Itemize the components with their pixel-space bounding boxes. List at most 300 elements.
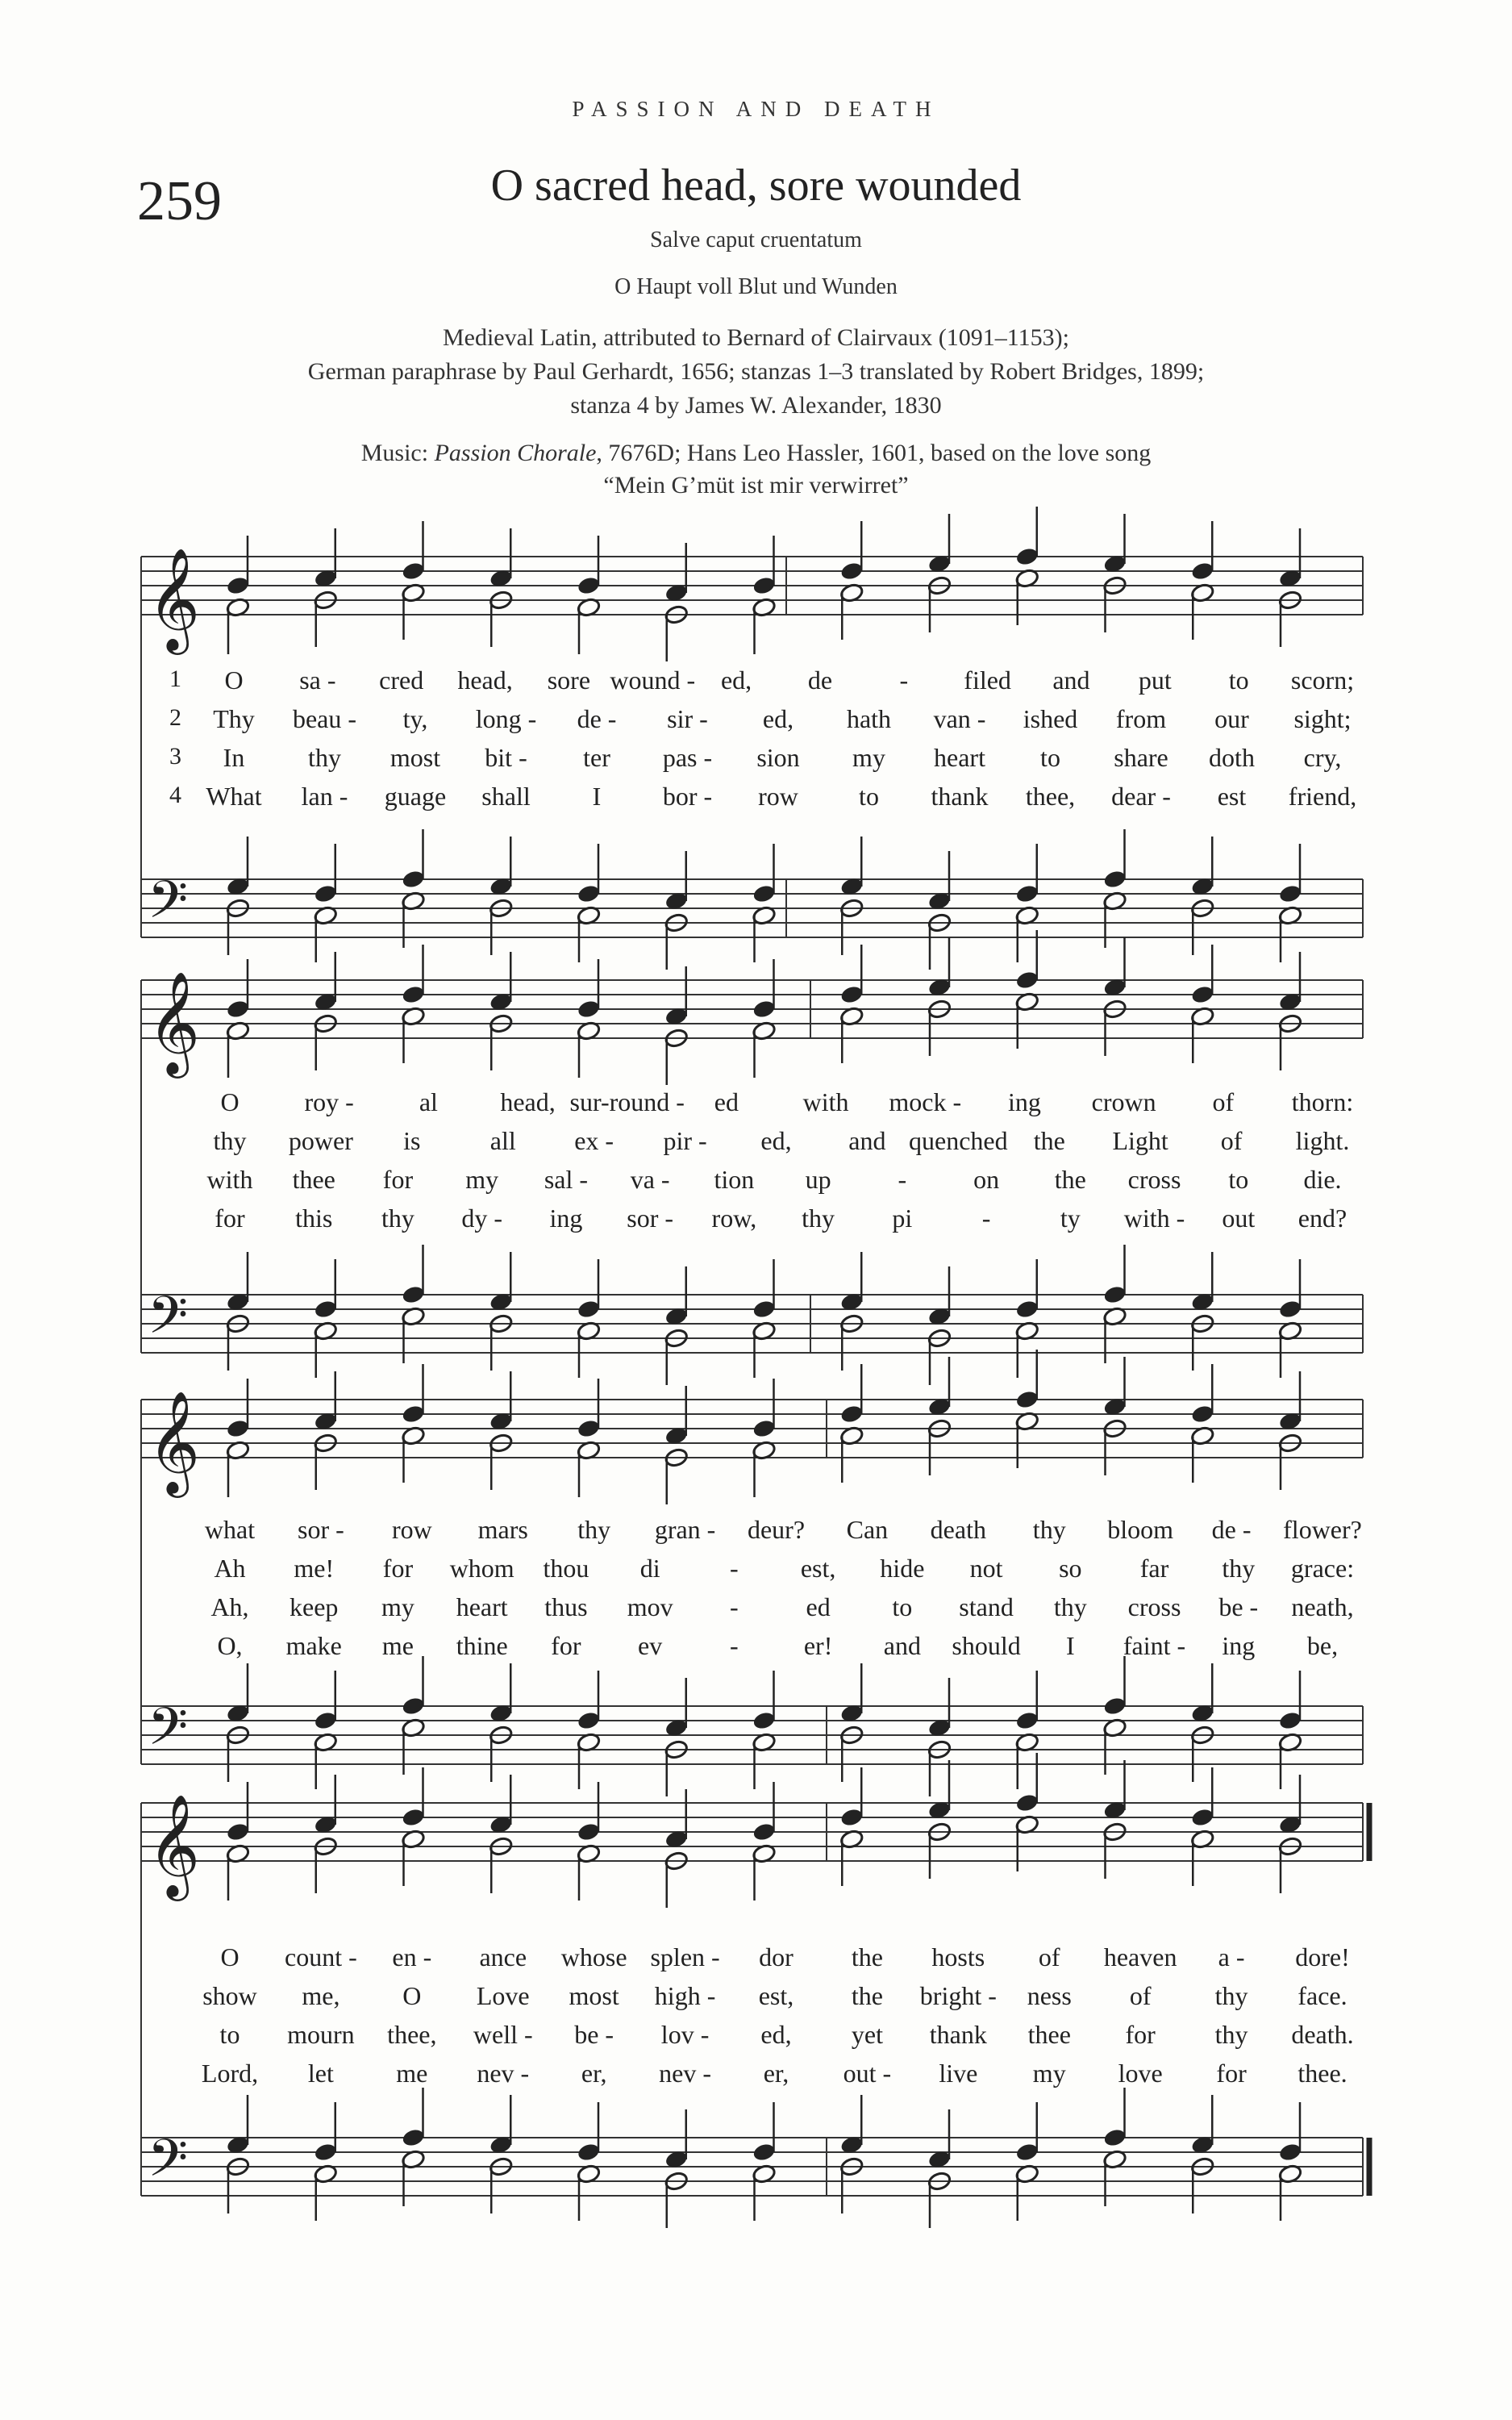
lyric-syllable: thy [1214,2020,1248,2049]
music-source-song: “Mein G’müt ist mir verwirret” [603,472,909,499]
lyric-syllable: yet [851,2020,883,2049]
notehead [1014,546,1039,567]
lyric-line [0,2059,1512,2094]
lyric-syllable: of [1129,1981,1152,2010]
treble-clef-icon: 𝄞 [148,970,201,1074]
notehead [752,1821,777,1842]
lyric-syllable: power [288,1126,353,1155]
lyric-syllable: long - [475,704,537,733]
lyric-syllable: head, [500,1087,556,1116]
notehead [401,1284,426,1305]
notehead [1190,1404,1215,1425]
notehead [401,2127,426,2148]
notehead [577,999,602,1020]
notehead [752,1710,777,1731]
lyric-syllable: ance [479,1942,527,1971]
lyric-syllable: stand [959,1592,1014,1621]
notehead [752,883,777,904]
lyric-syllable: and [1052,666,1090,695]
lyric-syllable: sight; [1293,704,1352,733]
notehead [839,1807,864,1828]
lyric-line [0,1204,1512,1239]
lyric-syllable: ex - [574,1126,614,1155]
lyric-syllable: ed, [760,2020,792,2049]
lyric-syllable: bit - [485,743,527,772]
lyric-syllable: most [569,1981,619,2010]
lyric-line [0,2020,1512,2055]
lyric-line [0,1592,1512,1628]
lyric-syllable: en - [392,1942,432,1971]
notehead [1102,1696,1127,1717]
lyric-syllable: er, [581,2059,607,2088]
lyric-syllable: Ah [214,1554,246,1583]
lyric-syllable: er! [803,1631,833,1660]
lyric-syllable: ter [583,743,610,772]
stanza-number: 2 [169,704,181,731]
lyric-syllable: my [852,743,885,772]
lyric-syllable: lov - [660,2020,710,2049]
lyric-syllable: on [973,1165,1000,1194]
lyric-syllable: van - [933,704,986,733]
lyric-syllable: What [206,782,262,811]
notehead [752,999,777,1020]
lyric-syllable: ished [1023,704,1078,733]
lyric-syllable: filed [964,666,1011,695]
lyric-syllable: thy [577,1515,611,1544]
lyric-syllable: al [419,1087,438,1116]
treble-clef-icon: 𝄞 [148,547,201,650]
lyric-syllable: for [382,1165,414,1194]
lyric-syllable: thy [381,1204,414,1233]
lyric-syllable: mock - [889,1087,962,1116]
notehead [1014,1389,1039,1410]
lyric-syllable: with - [1123,1204,1185,1233]
lyric-syllable: neath, [1291,1592,1354,1621]
lyric-syllable: lan - [301,782,348,811]
lyric-syllable: sir - [667,704,708,733]
lyric-syllable: high - [654,1981,716,2010]
lyric-line [0,1631,1512,1667]
lyric-syllable: thee [292,1165,335,1194]
lyric-syllable: row [758,782,798,811]
lyric-syllable: In [223,743,245,772]
lyric-syllable: well - [473,2020,533,2049]
lyric-syllable: and [848,1126,886,1155]
bass-clef-icon: 𝄢 [148,1697,189,1770]
lyric-syllable: what [204,1515,256,1544]
lyric-syllable: tion [714,1165,755,1194]
lyric-syllable: me! [294,1554,335,1583]
lyric-syllable: thee, [1025,782,1076,811]
notehead [752,1418,777,1439]
lyric-syllable: ing [1222,1631,1256,1660]
lyric-syllable: thine [456,1631,508,1660]
lyric-syllable: count - [285,1942,357,1971]
notehead [839,561,864,582]
notehead [577,2142,602,2163]
lyric-syllable: be - [574,2020,614,2049]
lyric-syllable: for [215,1204,245,1233]
lyric-syllable: to [1040,743,1060,772]
lyric-syllable: this [295,1204,333,1233]
notehead [401,1404,426,1425]
notehead [752,1299,777,1320]
notehead [1014,883,1039,904]
notehead [1014,1710,1039,1731]
lyric-line [0,1942,1512,1978]
notehead [1190,561,1215,582]
lyric-syllable: dy - [461,1204,503,1233]
lyric-syllable: quenched [909,1126,1008,1155]
notehead [1014,2142,1039,2163]
lyric-syllable: my [1032,2059,1066,2088]
notehead [313,883,338,904]
lyric-syllable: sion [756,743,800,772]
lyric-syllable: ev [638,1631,663,1660]
lyric-syllable: is [403,1126,421,1155]
notehead [401,869,426,890]
lyric-syllable: O, [217,1631,243,1660]
lyric-syllable: be - [1218,1592,1259,1621]
lyric-syllable: to [859,782,879,811]
lyric-syllable: thy [1032,1515,1066,1544]
lyric-syllable: a - [1218,1942,1245,1971]
notehead [752,575,777,596]
lyric-syllable: pir - [663,1126,707,1155]
lyric-syllable: make [285,1631,342,1660]
lyric-syllable: with [206,1165,253,1194]
lyric-syllable: Light [1112,1126,1168,1155]
lyric-syllable: nev - [477,2059,530,2088]
lyric-line [0,1981,1512,2017]
lyric-line [0,1165,1512,1200]
lyric-syllable: thy [213,1126,247,1155]
lyric-syllable: mourn [287,2020,355,2049]
notehead [1102,1284,1127,1305]
lyric-syllable: sur-round - [569,1087,685,1116]
lyric-syllable: mov [627,1592,673,1621]
lyric-syllable: cry, [1303,743,1342,772]
lyric-syllable: shall [481,782,531,811]
bass-clef-icon: 𝄢 [148,870,189,943]
lyric-syllable: roy - [304,1087,354,1116]
lyric-syllable: est [1217,782,1247,811]
lyric-syllable: ty [1060,1204,1081,1233]
notehead [226,575,251,596]
lyric-syllable: die. [1303,1165,1342,1194]
lyric-syllable: heart [456,1592,508,1621]
notehead [752,2142,777,2163]
lyric-syllable: ed [714,1087,739,1116]
lyric-syllable: sal - [544,1165,589,1194]
lyric-syllable: Can [846,1515,889,1544]
lyric-syllable: the [851,1981,883,2010]
lyric-syllable: thee, [387,2020,437,2049]
lyric-syllable: to [1228,1165,1249,1194]
notehead [1190,1807,1215,1828]
notehead [1278,1710,1303,1731]
tune-details: , 7676D; Hans Leo Hassler, 1601, based on the love song [596,440,1152,466]
lyric-syllable: bloom [1107,1515,1174,1544]
lyric-syllable: thee [1027,2020,1071,2049]
lyric-syllable: doth [1209,743,1255,772]
lyric-syllable: dor [759,1942,793,1971]
notehead [401,1696,426,1717]
lyric-syllable: thank [931,782,989,811]
text-attribution-line: Medieval Latin, attributed to Bernard of Clairvaux (1091–1153); [442,324,1069,351]
notehead [226,1418,251,1439]
lyric-syllable: and [883,1631,921,1660]
lyric-syllable: out - [843,2059,892,2088]
lyric-syllable: live [939,2059,978,2088]
lyric-syllable: O [220,1087,240,1116]
lyric-syllable: light. [1295,1126,1350,1155]
lyric-syllable: ty, [402,704,428,733]
lyric-syllable: splen - [650,1942,720,1971]
notehead [577,575,602,596]
lyric-syllable: grace: [1290,1554,1355,1583]
lyric-syllable: thy [1214,1981,1248,2010]
bass-clef-icon: 𝄢 [148,2129,189,2201]
lyric-syllable: thy [1053,1592,1087,1621]
lyric-syllable: cred [379,666,424,695]
lyric-syllable: for [1216,2059,1247,2088]
lyric-syllable: to [892,1592,913,1621]
notehead [313,1299,338,1320]
lyric-syllable: ed, [760,1126,792,1155]
lyric-syllable: for [551,1631,581,1660]
lyric-syllable: end? [1297,1204,1347,1233]
lyric-syllable: for [382,1554,414,1583]
notehead [401,984,426,1005]
lyric-syllable: head, [457,666,513,695]
notehead [577,1299,602,1320]
lyric-syllable: - [898,1165,907,1194]
lyric-syllable: er, [763,2059,789,2088]
lyric-syllable: Thy [213,704,255,733]
notehead [577,883,602,904]
notehead [1190,984,1215,1005]
lyric-syllable: O [224,666,244,695]
lyric-syllable: of [1220,1126,1243,1155]
notehead [313,1710,338,1731]
lyric-line [0,1087,1512,1123]
text-attribution-line: stanza 4 by James W. Alexander, 1830 [570,392,942,419]
notehead [839,1404,864,1425]
lyric-syllable: O [220,1942,240,1971]
lyric-syllable: ing [549,1204,583,1233]
hymn-number: 259 [137,170,222,232]
lyric-syllable: friend, [1288,782,1357,811]
lyric-syllable: ed [806,1592,831,1621]
tune-name: Passion Chorale [434,440,597,466]
notehead [1014,1792,1039,1813]
lyric-syllable: ness [1027,1981,1072,2010]
lyric-syllable: faint - [1123,1631,1186,1660]
stanza-number: 1 [169,666,181,692]
lyric-syllable: thy [1222,1554,1256,1583]
lyric-syllable: est, [800,1554,836,1583]
lyric-syllable: of [1212,1087,1235,1116]
lyric-syllable: - [899,666,909,695]
bass-clef-icon: 𝄢 [148,1286,189,1358]
notehead [577,1821,602,1842]
lyric-syllable: hosts [931,1942,985,1971]
lyric-syllable: row, [711,1204,757,1233]
lyric-syllable: bor - [662,782,713,811]
lyric-syllable: Lord, [201,2059,259,2088]
section-title: PASSION AND DEATH [572,97,940,121]
lyric-syllable: keep [289,1592,339,1621]
latin-title: Salve caput cruentatum [650,227,862,252]
lyric-syllable: our [1214,704,1249,733]
notehead [1278,2142,1303,2163]
lyric-syllable: guage [384,782,447,811]
notehead [226,1821,251,1842]
lyric-syllable: whom [449,1554,514,1583]
lyric-syllable: ed, [720,666,752,695]
lyric-syllable: thus [544,1592,588,1621]
lyric-syllable: dore! [1295,1942,1350,1971]
notehead [401,1807,426,1828]
lyric-syllable: de [807,666,833,695]
lyric-syllable: far [1139,1554,1169,1583]
lyric-syllable: sore [547,666,591,695]
lyric-syllable: my [381,1592,414,1621]
lyric-syllable: heaven [1103,1942,1177,1971]
lyric-syllable: de - [1211,1515,1252,1544]
lyric-syllable: my [465,1165,499,1194]
notehead [1014,1299,1039,1320]
notehead [313,2142,338,2163]
lyric-syllable: de - [577,704,617,733]
lyric-syllable: thank [929,2020,987,2049]
lyric-syllable: face. [1297,1981,1347,2010]
lyric-syllable: flower? [1283,1515,1362,1544]
lyric-syllable: the [1033,1126,1065,1155]
lyric-syllable: scorn; [1290,666,1355,695]
treble-clef-icon: 𝄞 [148,1793,201,1896]
lyric-syllable: whose [560,1942,627,1971]
lyric-syllable: cross [1127,1165,1181,1194]
lyric-syllable: the [1054,1165,1086,1194]
notehead [577,1710,602,1731]
lyric-syllable: pas - [662,743,713,772]
lyric-syllable: death [930,1515,986,1544]
lyric-syllable: - [730,1631,739,1660]
lyric-syllable: from [1115,704,1167,733]
lyric-syllable: up [805,1165,831,1194]
lyric-line [0,1554,1512,1589]
lyric-syllable: thy [308,743,341,772]
lyric-syllable: bright - [919,1981,997,2010]
lyric-syllable: crown [1091,1087,1156,1116]
lyric-syllable: sor - [298,1515,344,1544]
lyric-syllable: me [396,2059,428,2088]
notehead [1102,2127,1127,2148]
notehead [226,999,251,1020]
lyric-syllable: hath [846,704,892,733]
text-attribution-line: German paraphrase by Paul Gerhardt, 1656; stanzas 1–3 translated by Robert Bridges, 1899; [307,358,1205,385]
lyric-syllable: - [730,1554,739,1583]
lyric-syllable: be, [1306,1631,1339,1660]
lyric-syllable: O [402,1981,422,2010]
stanza-number: 4 [169,782,181,808]
lyric-syllable: to [1228,666,1249,695]
lyric-line [0,782,1512,817]
lyric-syllable: Ah, [210,1592,249,1621]
lyric-line [0,1515,1512,1550]
notehead [1278,883,1303,904]
lyric-syllable: est, [758,1981,794,2010]
lyric-syllable: cross [1127,1592,1181,1621]
lyric-syllable: thy [802,1204,835,1233]
lyric-syllable: I [1065,1631,1075,1660]
lyric-syllable: for [1125,2020,1156,2049]
lyric-syllable: me [381,1631,414,1660]
lyric-syllable: - [730,1592,739,1621]
lyric-syllable: show [202,1981,257,2010]
lyric-line [0,1126,1512,1162]
lyric-syllable: thee. [1297,2059,1347,2088]
lyric-syllable: pi [892,1204,913,1233]
lyric-syllable: I [592,782,602,811]
lyric-syllable: Love [476,1981,530,2010]
lyric-syllable: deur? [747,1515,806,1544]
hymn-title: O sacred head, sore wounded [490,161,1022,211]
lyric-syllable: va - [630,1165,670,1194]
lyric-syllable: - [981,1204,991,1233]
notehead [1278,1299,1303,1320]
lyric-syllable: the [851,1942,883,1971]
music-label: Music: [360,440,435,466]
notehead [1102,869,1127,890]
lyric-syllable: let [307,2059,334,2088]
lyric-syllable: nev - [659,2059,712,2088]
lyric-syllable: row [391,1515,432,1544]
lyric-syllable: mars [477,1515,528,1544]
lyric-syllable: of [1038,1942,1060,1971]
lyric-syllable: thorn: [1291,1087,1354,1116]
lyric-syllable: all [489,1126,516,1155]
lyric-line [0,704,1512,740]
lyric-syllable: ing [1008,1087,1041,1116]
lyric-syllable: wound - [610,666,696,695]
treble-clef-icon: 𝄞 [148,1390,201,1493]
lyric-syllable: most [389,743,441,772]
lyric-syllable: should [952,1631,1021,1660]
stanza-number: 3 [169,743,181,770]
lyric-syllable: out [1222,1204,1256,1233]
lyric-syllable: me, [302,1981,340,2010]
lyric-syllable: love [1118,2059,1163,2088]
notehead [839,984,864,1005]
notehead [577,1418,602,1439]
lyric-syllable: sor - [627,1204,674,1233]
lyric-syllable: death. [1291,2020,1354,2049]
lyric-syllable: hide [880,1554,925,1583]
lyric-syllable: not [969,1554,1003,1583]
lyric-line [0,743,1512,778]
lyric-syllable: heart [934,743,985,772]
lyric-syllable: gran - [654,1515,716,1544]
lyric-syllable: thou [543,1554,589,1583]
lyric-line [0,666,1512,701]
german-title: O Haupt voll Blut und Wunden [614,274,898,299]
lyric-syllable: share [1114,743,1168,772]
notehead [401,561,426,582]
lyric-syllable: beau - [292,704,357,733]
